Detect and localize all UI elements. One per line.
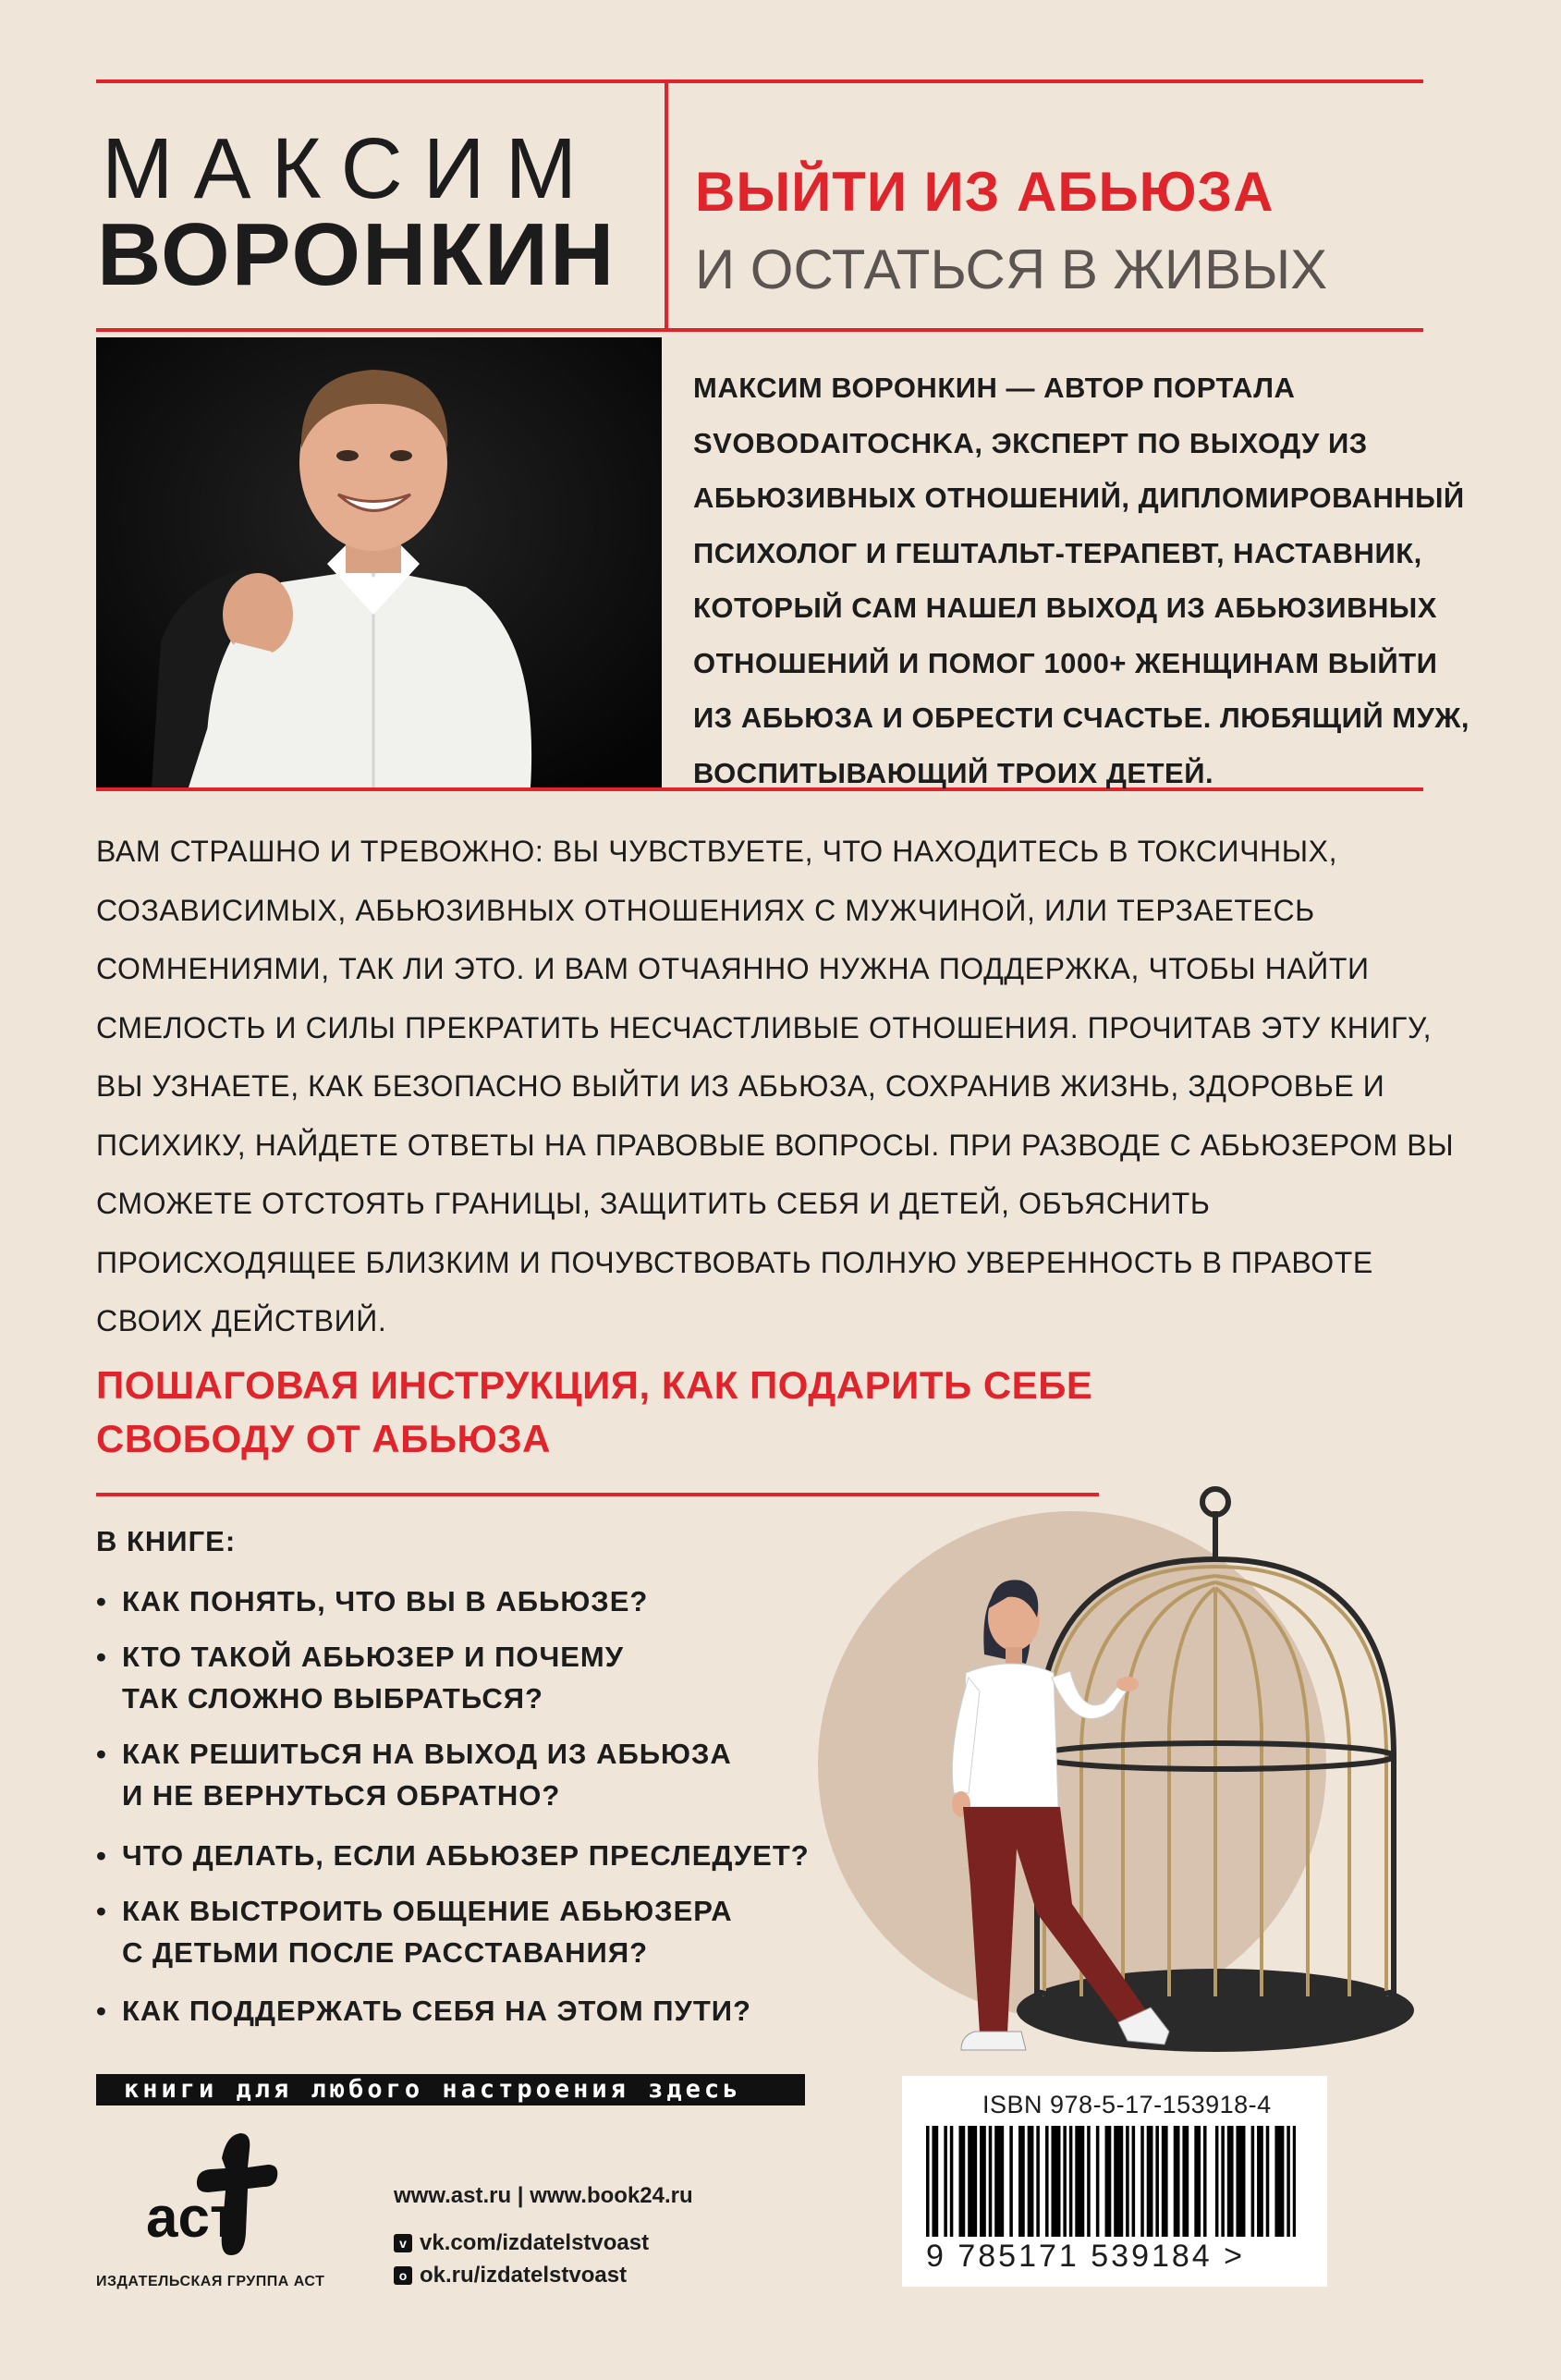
barcode [926, 2126, 1296, 2237]
footer-banner: книги для любого настроения здесь [96, 2074, 805, 2105]
barcode-bar [1140, 2126, 1144, 2237]
cage-illustration [795, 1479, 1516, 2070]
barcode-bar [994, 2126, 998, 2237]
barcode-bar [1057, 2126, 1061, 2237]
book-title: ВЫЙТИ ИЗ АБЬЮЗА [695, 161, 1274, 223]
barcode-bar [1081, 2126, 1085, 2237]
barcode-bar [1293, 2126, 1296, 2237]
vk-link[interactable]: v vk.com/izdatelstvoast [394, 2230, 649, 2256]
barcode-bar [1105, 2126, 1109, 2237]
barcode-bar [1162, 2126, 1165, 2237]
bullet-icon: • [96, 1585, 107, 1617]
barcode-bar [1203, 2126, 1207, 2237]
barcode-bar [962, 2126, 966, 2237]
isbn-text: ISBN 978-5-17-153918-4 [982, 2091, 1272, 2118]
barcode-bar [1278, 2126, 1282, 2237]
barcode-bar [1028, 2126, 1031, 2237]
barcode-bar [1174, 2126, 1177, 2237]
barcode-bar [1198, 2126, 1201, 2237]
barcode-bar [1031, 2126, 1034, 2237]
vk-icon: v [394, 2234, 412, 2252]
header-rule [96, 328, 1423, 332]
barcode-bar [1021, 2126, 1025, 2237]
barcode-bar [1194, 2126, 1198, 2237]
book-subtitle: И ОСТАТЬСЯ В ЖИВЫХ [695, 238, 1328, 300]
callout-headline: ПОШАГОВАЯ ИНСТРУКЦИЯ, КАК ПОДАРИТЬ СЕБЕ СВОБОДУ ОТ АБЬЮЗА [96, 1363, 1093, 1460]
barcode-bar [1230, 2126, 1234, 2237]
bullet-icon: • [96, 1738, 107, 1770]
barcode-bar [1266, 2126, 1270, 2237]
list-item: • КАК ПОДДЕРЖАТЬ СЕБЯ НА ЭТОМ ПУТИ? [96, 1990, 751, 2032]
publisher-name: ИЗДАТЕЛЬСКАЯ ГРУППА АСТ [96, 2274, 325, 2289]
barcode-bar [926, 2126, 930, 2237]
barcode-bar [1116, 2126, 1120, 2237]
barcode-bar [1260, 2126, 1263, 2237]
ok-link[interactable]: o ok.ru/izdatelstvoast [394, 2263, 627, 2288]
barcode-bar [1150, 2126, 1153, 2237]
barcode-bar [1009, 2126, 1013, 2237]
barcode-bar [1126, 2126, 1129, 2237]
barcode-bar [1281, 2126, 1285, 2237]
barcode-bar [1096, 2126, 1100, 2237]
barcode-bar [1186, 2126, 1189, 2237]
list-item: • КТО ТАКОЙ АБЬЮЗЕР И ПОЧЕМУ ТАК СЛОЖНО ВЫБРАТЬСЯ? [96, 1636, 624, 1719]
barcode-bar [1182, 2126, 1186, 2237]
barcode-bar [1075, 2126, 1079, 2237]
header-divider [665, 79, 668, 329]
barcode-bar [1018, 2126, 1022, 2237]
author-first-name: МАКСИМ [102, 120, 598, 216]
barcode-bar [997, 2126, 1001, 2237]
bullet-icon: • [96, 1995, 107, 2027]
barcode-bar [1051, 2126, 1055, 2237]
barcode-bar [1001, 2126, 1005, 2237]
barcode-bar [950, 2126, 954, 2237]
barcode-bar [1165, 2126, 1168, 2237]
list-item: • КАК ПОНЯТЬ, ЧТО ВЫ В АБЬЮЗЕ? [96, 1581, 648, 1622]
bullet-icon: • [96, 1641, 107, 1673]
barcode-bar [1257, 2126, 1261, 2237]
barcode-bar [1236, 2126, 1239, 2237]
barcode-bar [1239, 2126, 1243, 2237]
website-links[interactable]: www.ast.ru | www.book24.ru [394, 2183, 693, 2208]
barcode-bar [1147, 2126, 1151, 2237]
barcode-bar [1177, 2126, 1180, 2237]
bullet-icon: • [96, 1839, 107, 1872]
ast-logo [139, 2126, 314, 2264]
ok-icon: o [394, 2266, 412, 2285]
barcode-bar [980, 2126, 983, 2237]
svg-text:аст: аст [146, 2186, 238, 2250]
author-bio: МАКСИМ ВОРОНКИН — АВТОР ПОРТАЛА SVOBODAITOCHKA, ЭКСПЕРТ ПО ВЫХОДУ ИЗ АБЬЮЗИВНЫХ ОТНОШЕНИЙ, ДИПЛОМИРОВАННЫЙ ПСИХОЛОГ И ГЕШТАЛЬТ-ТЕРАПЕВТ, НАСТАВНИК, КОТОРЫЙ САМ НАШЕЛ ВЫХОД ИЗ АБЬЮЗИВНЫХ ОТНОШЕНИЙ И ПОМОГ 1000+ ЖЕНЩИНАМ ВЫЙТИ ИЗ АБЬЮЗА И ОБРЕСТИ СЧАСТЬЕ. ЛЮБЯЩИЙ МУЖ, ВОСПИТЫВАЮЩИЙ ТРОИХ ДЕТЕЙ. [693, 372, 1470, 789]
bullet-icon: • [96, 1895, 107, 1927]
top-rule [96, 79, 1423, 83]
barcode-bar [935, 2126, 939, 2237]
barcode-bar [1055, 2126, 1058, 2237]
barcode-digits: 9 785171 539184 > [926, 2239, 1246, 2274]
list-item: • ЧТО ДЕЛАТЬ, ЕСЛИ АБЬЮЗЕР ПРЕСЛЕДУЕТ? [96, 1835, 810, 1876]
barcode-bar [1087, 2126, 1091, 2237]
barcode-bar [1063, 2126, 1067, 2237]
barcode-bar [1221, 2126, 1225, 2237]
barcode-bar [1287, 2126, 1290, 2237]
list-item: • КАК ВЫСТРОИТЬ ОБЩЕНИЕ АБЬЮЗЕРА С ДЕТЬМИ ПОСЛЕ РАССТАВАНИЯ? [96, 1890, 733, 1973]
barcode-bar [1155, 2126, 1159, 2237]
barcode-bar [1114, 2126, 1117, 2237]
barcode-bar [968, 2126, 971, 2237]
barcode-bar [1036, 2126, 1040, 2237]
barcode-bar [982, 2126, 986, 2237]
barcode-bar [1079, 2126, 1082, 2237]
barcode-bar [1108, 2126, 1112, 2237]
list-item: • КАК РЕШИТЬСЯ НА ВЫХОД ИЗ АБЬЮЗА И НЕ ВЕРНУТЬСЯ ОБРАТНО? [96, 1733, 732, 1816]
barcode-bar [989, 2126, 993, 2237]
barcode-bar [932, 2126, 935, 2237]
book-description: ВАМ СТРАШНО И ТРЕВОЖНО: ВЫ ЧУВСТВУЕТЕ, ЧТО НАХОДИТЕСЬ В ТОКСИЧНЫХ, СОЗАВИСИМЫХ, АБЬЮЗИВНЫХ ОТНОШЕНИЯХ С МУЖЧИНОЙ, ИЛИ ТЕРЗАЕТЕСЬ СОМНЕНИЯМИ, ТАК ЛИ ЭТО. И ВАМ ОТЧАЯННО НУЖНА ПОДДЕРЖКА, ЧТОБЫ НАЙТИ СМЕЛОСТЬ И СИЛЫ ПРЕКРАТИТЬ НЕСЧАСТЛИВЫЕ ОТНОШЕНИЯ. ПРОЧИТАВ ЭТУ КНИГУ, ВЫ УЗНАЕТЕ, КАК БЕЗОПАСНО ВЫЙТИ ИЗ АБЬЮЗА, СОХРАНИВ ЖИЗНЬ, ЗДОРОВЬЕ И ПСИХИКУ, НАЙДЕТЕ ОТВЕТЫ НА ПРАВОВЫЕ ВОПРОСЫ. ПРИ РАЗВОДЕ С АБЬЮЗЕРОМ ВЫ СМОЖЕТЕ ОТСТОЯТЬ ГРАНИЦЫ, ЗАЩИТИТЬ СЕБЯ И ДЕТЕЙ, ОБЪЯСНИТЬ ПРОИСХОДЯЩЕЕ БЛИЗКИМ И ПОЧУВСТВОВАТЬ ПОЛНУЮ УВЕРЕННОСТЬ В ПРАВОТЕ СВОИХ ДЕЙСТВИЙ. [96, 835, 1455, 1337]
barcode-bar [1227, 2126, 1231, 2237]
barcode-bar [1242, 2126, 1246, 2237]
barcode-bar [1215, 2126, 1219, 2237]
barcode-bar [958, 2126, 962, 2237]
barcode-bar [1132, 2126, 1136, 2237]
barcode-bar [1251, 2126, 1255, 2237]
barcode-bar [1045, 2126, 1049, 2237]
barcode-bar [974, 2126, 978, 2237]
barcode-bar [1274, 2126, 1278, 2237]
barcode-bar [1120, 2126, 1124, 2237]
barcode-bar [944, 2126, 947, 2237]
barcode-bar [970, 2126, 974, 2237]
author-photo [96, 337, 662, 787]
author-last-name: ВОРОНКИН [97, 205, 616, 304]
barcode-bar [1069, 2126, 1073, 2237]
in-book-heading: В КНИГЕ: [96, 1525, 237, 1557]
